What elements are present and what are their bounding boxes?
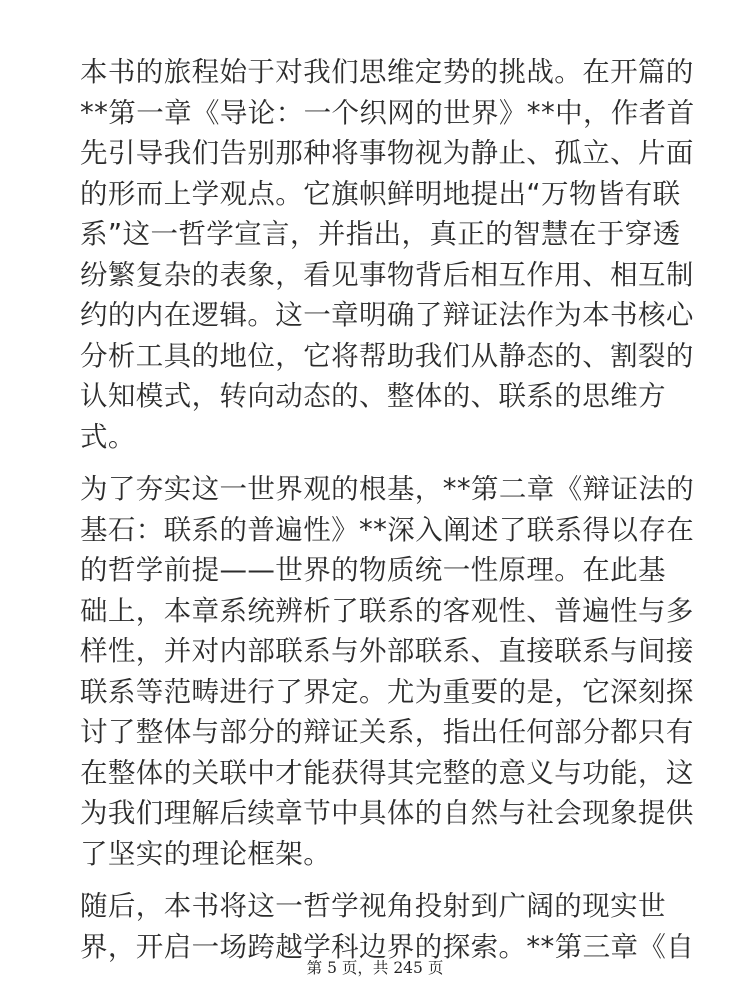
- text-line: 分析工具的地位，它将帮助我们从静态的、割裂的: [80, 339, 694, 372]
- text-line: 先引导我们告别那种将事物视为静止、孤立、片面: [80, 137, 694, 169]
- text-line: 样性，并对内部联系与外部联系、直接联系与间接: [80, 635, 694, 667]
- text-line: 了坚实的理论框架。: [80, 837, 332, 870]
- text-line: 的哲学前提——世界的物质统一性原理。在此基: [80, 554, 666, 586]
- body-text: [80, 52, 695, 979]
- paragraph-3: [80, 886, 695, 967]
- text-line: 为了夯实这一世界观的根基，**第二章《辩证法的: [80, 473, 695, 505]
- text-line: 讨了整体与部分的辩证关系，指出任何部分都只有: [80, 716, 694, 748]
- text-line: 础上，本章系统辨析了联系的客观性、普遍性与多: [80, 594, 694, 627]
- text-line: 约的内在逻辑。这一章明确了辩证法作为本书核心: [80, 299, 694, 331]
- text-line: 式。: [80, 420, 136, 453]
- text-line: 系”这一哲学宣言，并指出，真正的智慧在于穿透: [80, 218, 681, 250]
- text-line: **第一章《导论：一个织网的世界》**中，作者首: [80, 96, 695, 129]
- page-number-footer: 第 5 页，共 245 页: [306, 959, 444, 977]
- text-line: 在整体的关联中才能获得其完整的意义与功能，这: [80, 756, 694, 789]
- paragraph-2: [80, 469, 695, 874]
- text-line: 纷繁复杂的表象，看见事物背后相互作用、相互制: [80, 258, 694, 291]
- text-line: 界，开启一场跨越学科边界的探索。**第三章《自: [80, 930, 695, 963]
- text-line: 的形而上学观点。它旗帜鲜明地提出“万物皆有联: [80, 177, 681, 210]
- text-line: 基石：联系的普遍性》**深入阐述了联系得以存在: [80, 513, 695, 546]
- text-line: 随后，本书将这一哲学视角投射到广阔的现实世: [80, 890, 666, 922]
- paragraph-1: [80, 52, 695, 457]
- text-line: 本书的旅程始于对我们思维定势的挑战。在开篇的: [80, 56, 694, 88]
- text-line: 联系等范畴进行了界定。尤为重要的是，它深刻探: [80, 675, 694, 708]
- text-line: 认知模式，转向动态的、整体的、联系的思维方: [80, 380, 666, 412]
- text-line: 为我们理解后续章节中具体的自然与社会现象提供: [80, 797, 694, 829]
